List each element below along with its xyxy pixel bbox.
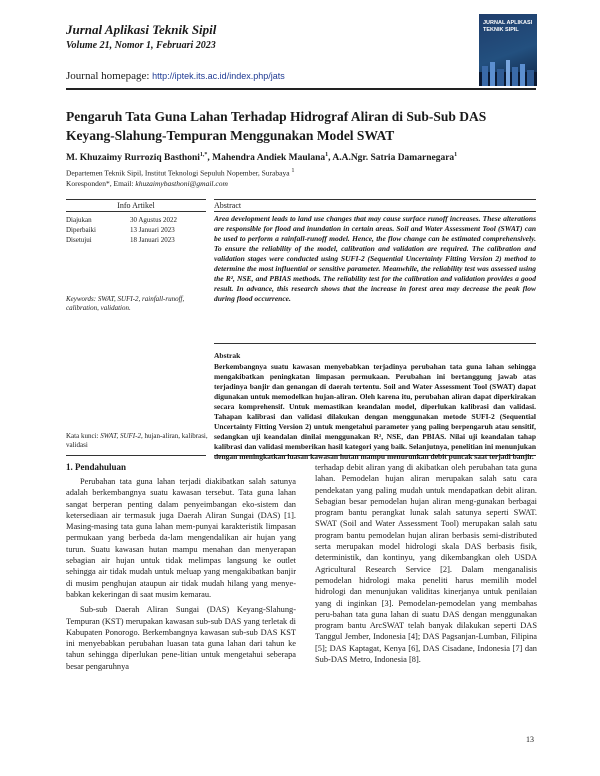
info-box-top-rule <box>66 199 206 200</box>
homepage-label: Journal homepage: <box>66 70 150 82</box>
header-divider <box>66 88 536 90</box>
author-affiliation-mark: 1,* <box>199 152 208 158</box>
correspondent-label: Koresponden*, Email: <box>66 179 134 188</box>
keywords-indonesian: Kata kunci: SWAT, SUFI-2, hujan-aliran, kalibrasi, validasi <box>66 432 208 449</box>
author-name: M. Khuzaimy Rurroziq Basthoni <box>66 153 200 164</box>
date-revised: Diperbaiki 13 Januari 2023 <box>66 226 175 234</box>
author-name: A.A.Ngr. Satria Damarnegara <box>332 153 455 164</box>
info-box-header-rule <box>66 211 206 212</box>
paragraph: Sub-sub Daerah Aliran Sungai (DAS) Keyang-Slahung-Tempuran (KST) merupakan kawasan sub-sub DAS yang terletak di Kabupaten Ponorogo. Berkembangnya kawasan sub-sub DAS KST ini menyebabkan perubahan luasan tata guna lahan dari tahun ke tahun sehingga diperlukan pene-litian untuk mengetahui seberapa besar pengaruhnya <box>66 605 296 671</box>
abstract-en-bottom-rule <box>214 343 536 344</box>
correspondent-email[interactable]: khuzaimybasthoni@gmail.com <box>135 179 228 188</box>
journal-cover-image <box>479 14 537 86</box>
journal-homepage <box>66 70 285 82</box>
abstract-box-header-rule <box>214 211 536 212</box>
affiliation: Departemen Teknik Sipil, Institut Teknologi Sepuluh Nopember, Surabaya $^1$ <box>66 167 295 178</box>
section-heading-introduction: 1. Pendahuluan <box>66 462 127 472</box>
box-bottom-rule-left <box>66 455 206 456</box>
article-title: Pengaruh Tata Guna Lahan Terhadap Hidrograf Aliran di Sub-Sub DAS Keyang-Slahung-Tempuran Menggunakan Model SWAT <box>66 109 487 143</box>
article-info-heading: Info Artikel <box>117 201 155 210</box>
abstract-english: Area development leads to land use changes that may cause surface runoff increases. These alterations are responsible for flood and inundation in certain areas. Soil and Water Assessment Tool (SWAT) can be used to perform a rainfall-runoff model. Hence, the flow change can be estimated comprehensively. To ensure the reliability of the model, calibration and validation are required. The calibration and validation stages were conducted using SUFI-2 (Sequential Uncertainty Fitting Version 2) method to determine the most influential or sensitive parameter. Meanwhile, the reliability test was assessed using the R², NSE, and PBIAS methods. The reliability test for the calibration and validation provides a good result. In advance, this research shows that the increase in forest area may decrease the peak flow during flood occurrence. <box>214 214 536 303</box>
journal-name: Jurnal Aplikasi Teknik Sipil <box>66 22 217 37</box>
homepage-link[interactable]: http://iptek.its.ac.id/index.php/jats <box>152 71 285 81</box>
date-submitted: Diajukan 30 Agustus 2022 <box>66 216 178 224</box>
date-accepted: Disetujui 18 Januari 2023 <box>66 236 175 244</box>
cover-skyline-graphic <box>479 58 537 86</box>
keywords-english: Keywords: SWAT, SUFI-2, rainfall-runoff, calibration, validation. <box>66 295 185 312</box>
author-name: Mahendra Andiek Maulana <box>212 153 326 164</box>
abstract-box-top-rule <box>214 199 536 200</box>
journal-volume: Volume 21, Nomor 1, Februari 2023 <box>66 40 216 51</box>
abstract-indonesian: Berkembangnya suatu kawasan menyebabkan terjadinya perubahan tata guna lahan sehingga mengakibatkan peningkatan limpasan permukaan. Perubahan ini bertanggung jawab atas terjadinya banjir dan genangan di daerah tertentu. Soil and Water Assessment Tool (SWAT) dapat digunakan untuk memodelkan hujan-aliran. Oleh karena itu, perubahan aliran dapat diperkirakan secara komprehensif. Untuk memastikan keandalan model, diperlukan kalibrasi dan validasi. Tahapan kalibrasi dan validasi dilakukan dengan menggunakan metode SUFI-2 (Sequential Uncertainty Fitting Version 2) untuk mengetahui parameter yang paling berpengaruh atau sensitif, sedangkan uji keandalan dinilai menggunakan R², NSE, dan PBIAS. Nilai uji keandalan tahap kalibrasi dan validasi memberikan hasil kategori yang baik. Selanjutnya, penelitian ini menunjukan dengan meningkatkan luasan kawasan hutan mampu menurunkan debit puncak saat terjadi banjir. <box>214 362 536 461</box>
paragraph: Perubahan tata guna lahan terjadi diakibatkan salah satunya adalah berkembangnya suatu kawasan tersebut. Tata guna lahan sangat berperan penting dalam penyeimbangan eko-sistem dan ketersediaan air termasuk juga Daerah Aliran Sungai (DAS) [1]. Masing-masing tata guna lahan mem-punyai karakteristik limpasan permukaan yang berbeda da-lam mengendalikan air hujan yang turun. Suatu kawasan hutan mampu menahan dan menyerapan sebagian air hujan untuk tidak melimpas langsung ke outlet sehingga air tidak mudah untuk meluap yang mengakibatkan banjir di musim penghujan ataupun air tidak mudah hilang yang menye-babkan kekeringan di saat musim kemarau. <box>66 477 296 599</box>
paragraph: terhadap debit aliran yang di akibatkan oleh perubahan tata guna lahan. Pemodelan hujan aliran merupakan salah satu cara pendekatan yang paling mudah untuk mendapatkan debit aliran. Sebagian besar pemodelan hujan aliran meng-gunakan berbagai program bantu perangkat lunak salah satunya seperti SWAT. SWAT (Soil and Water Assessment Tool) merupakan salah satu program bantu pemodelan hujan aliran berbasis semi-distributed serta merupakan model hidrologi skala DAS berbasis fisik, deterministik, dan kontinyu, yang dikembangkan oleh USDA Agricultural Research Service [2]. Dalam menganalisis pemodelan hidrologi maka peneliti harus memilih model hidrologi dan menunjukan validitas kinerjanya untuk penilaian yang di inginkan [3]. Pemodelan-pemodelan yang membahas peru-bahan tata guna lahan di suatu DAS dengan menggunakan program bantu ArcSWAT telah banyak dilakukan seperti DAS Tanggul Jember, Indonesia [4]; DAS Pagsanjan-Lumban, Filipina [5]; DAS Kaptagat, Kenya [6], DAS Cisadane, Indonesia [7] dan Sub-DAS Metro, Indonesia [8]. <box>315 463 537 665</box>
page-number: 13 <box>526 735 534 744</box>
abstract-heading: Abstract <box>214 201 242 210</box>
body-column-right <box>315 462 537 665</box>
author-affiliation-mark: 1 <box>454 152 458 158</box>
correspondent <box>66 179 228 188</box>
abstrak-heading: Abstrak <box>214 351 241 360</box>
author-affiliation-mark: 1 <box>325 152 329 158</box>
body-column-left <box>66 476 296 672</box>
cover-title: JURNAL APLIKASI TEKNIK SIPIL <box>483 20 533 33</box>
author-list: M. Khuzaimy Rurroziq Basthoni$^{1,*}$, Mahendra Andiek Maulana$^1$, A.A.Ngr. Satria Damarnegara$^1$ <box>66 152 458 164</box>
